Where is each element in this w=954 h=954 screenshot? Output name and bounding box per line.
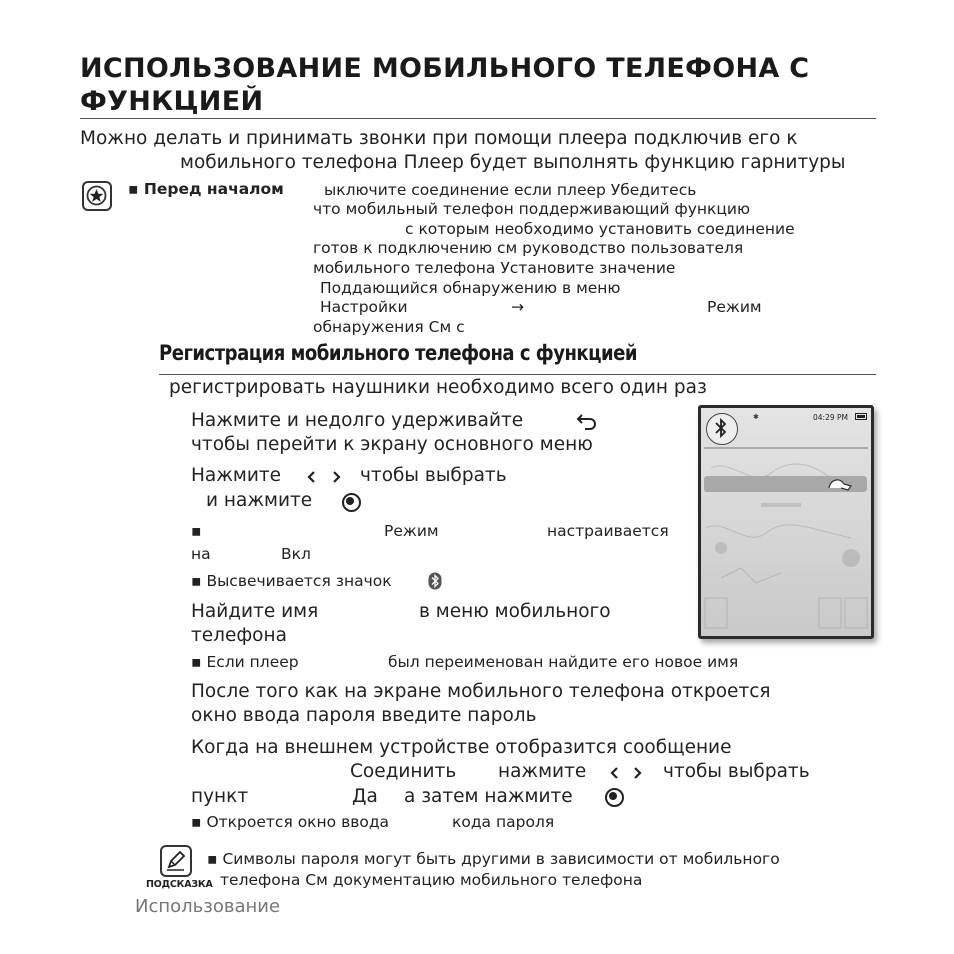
device-screen bbox=[698, 405, 874, 639]
step2-note-bullet: ▪ bbox=[191, 522, 202, 540]
before-mode: Режим bbox=[707, 298, 762, 316]
step4-line1: После того как на экране мобильного телефона откроется bbox=[191, 681, 771, 702]
step2-note1a: Режим bbox=[384, 522, 439, 540]
before-line-8: обнаружения См с bbox=[313, 318, 465, 336]
step5-note-b: кода пароля bbox=[452, 813, 555, 831]
step3-note-a: ▪ Если плеер bbox=[191, 653, 299, 671]
step2-note2a: на bbox=[191, 545, 211, 563]
step3-line1a: Найдите имя bbox=[191, 601, 319, 622]
title-divider bbox=[80, 118, 876, 119]
step2-note2b: Вкл bbox=[281, 545, 311, 563]
section-divider bbox=[159, 374, 876, 375]
step3-line1b: в меню мобильного bbox=[419, 601, 611, 622]
select-button-icon bbox=[342, 492, 361, 512]
step3-line2: телефона bbox=[191, 625, 287, 646]
step3-note-b: был переименован найдите его новое имя bbox=[388, 653, 739, 671]
before-line-7: Настройки bbox=[320, 298, 408, 316]
star-note-icon bbox=[82, 181, 112, 211]
before-line-2: что мобильный телефон поддерживающий функцию bbox=[313, 200, 751, 218]
step2-note3: ▪ Высвечивается значок bbox=[191, 572, 392, 590]
section-subtitle: регистрировать наушники необходимо всего один раз bbox=[169, 377, 707, 398]
step1-line1: Нажмите и недолго удерживайте bbox=[191, 410, 524, 431]
step2-note1b: настраивается bbox=[547, 522, 669, 540]
left-right-arrows-icon bbox=[305, 468, 343, 490]
before-line-6: Поддающийся обнаружению в меню bbox=[320, 279, 621, 297]
step5-line1: Когда на внешнем устройстве отобразится сообщение bbox=[191, 737, 732, 758]
intro-line2: мобильного телефона Плеер будет выполнять функцию гарнитуры bbox=[180, 152, 846, 173]
section-title: Регистрация мобильного телефона с функцией bbox=[159, 341, 638, 365]
page-title-line2: ФУНКЦИЕЙ bbox=[80, 86, 264, 117]
step2-line2: и нажмите bbox=[206, 490, 313, 511]
before-line-3: с которым необходимо установить соединение bbox=[405, 220, 795, 238]
step5-line2c: чтобы выбрать bbox=[663, 761, 810, 782]
before-line-5: мобильного телефона Установите значение bbox=[313, 259, 676, 277]
hint-line2: телефона См документацию мобильного телефона bbox=[220, 871, 643, 889]
status-bt-icon: ✱ bbox=[753, 413, 759, 421]
back-arrow-icon bbox=[575, 411, 599, 435]
hint-line1: ▪ Символы пароля могут быть другими в зависимости от мобильного bbox=[207, 850, 780, 868]
battery-icon bbox=[855, 413, 867, 420]
footer-section-name: Использование bbox=[135, 896, 281, 917]
left-right-arrows-icon bbox=[608, 764, 644, 786]
before-line-4: готов к подключению см руководство пользователя bbox=[313, 239, 744, 257]
before-arrow: → bbox=[511, 298, 524, 316]
before-start-label: ▪ Перед началом bbox=[128, 180, 284, 198]
step5-line3a: пункт bbox=[191, 786, 249, 807]
step5-line3b: Да bbox=[352, 786, 378, 807]
before-line-1: ыключите соединение если плеер Убедитесь bbox=[324, 181, 697, 199]
intro-line1: Можно делать и принимать звонки при помощи плеера подключив его к bbox=[80, 128, 798, 149]
hint-label: ПОДСКАЗКА bbox=[146, 879, 213, 890]
step2-line1b: чтобы выбрать bbox=[360, 465, 507, 486]
page-title-line1: ИСПОЛЬЗОВАНИЕ МОБИЛЬНОГО ТЕЛЕФОНА С bbox=[80, 53, 810, 84]
step5-line3c: а затем нажмите bbox=[404, 786, 573, 807]
select-button-icon bbox=[605, 787, 624, 807]
step2-line1a: Нажмите bbox=[191, 465, 282, 486]
step1-line2: чтобы перейти к экрану основного меню bbox=[191, 434, 593, 455]
step5-line2b: нажмите bbox=[498, 761, 587, 782]
bluetooth-icon bbox=[706, 413, 738, 445]
pencil-hint-icon bbox=[160, 845, 192, 877]
step5-note-a: ▪ Откроется окно ввода bbox=[191, 813, 390, 831]
step4-line2: окно ввода пароля введите пароль bbox=[191, 705, 537, 726]
bluetooth-icon bbox=[428, 572, 442, 594]
clock-time: 04:29 PM bbox=[813, 413, 848, 422]
step5-line2a: Соединить bbox=[350, 761, 457, 782]
